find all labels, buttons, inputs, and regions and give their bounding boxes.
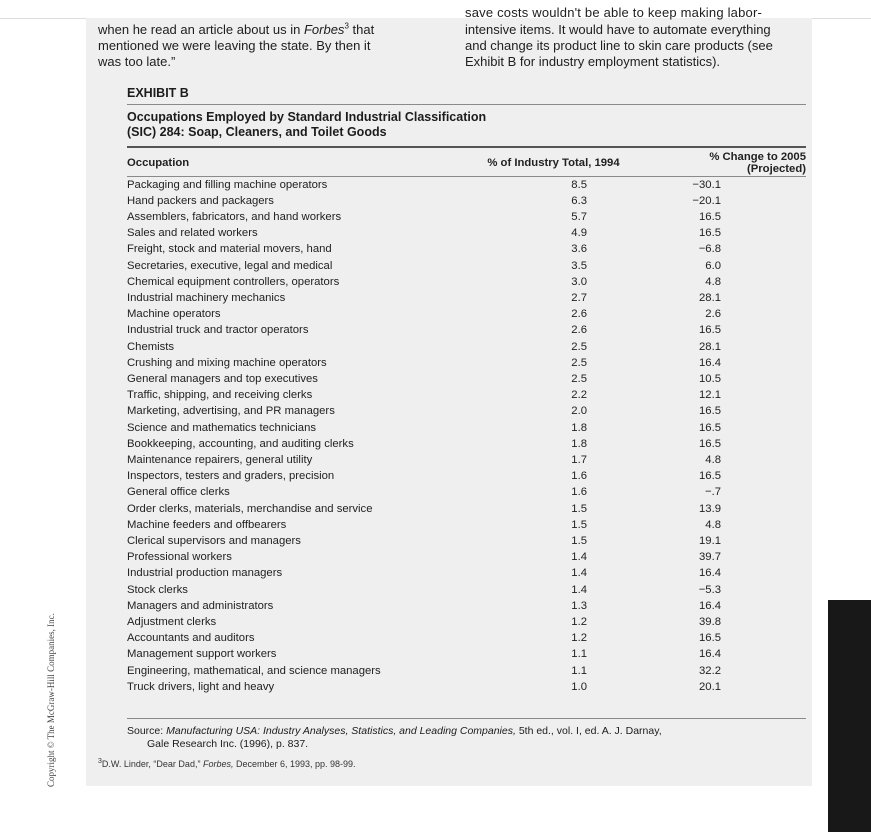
table-row (127, 420, 806, 436)
cell-change: 16.4 (699, 567, 721, 580)
cell-change: 16.5 (699, 210, 721, 223)
occupations-table (127, 148, 806, 696)
cell-occupation: Stock clerks (127, 583, 188, 596)
cell-change: 12.1 (699, 389, 721, 402)
cell-industry-total: 6.3 (571, 194, 587, 207)
table-row (127, 614, 806, 630)
cell-industry-total: 8.5 (571, 178, 587, 191)
cell-occupation: Chemical equipment controllers, operators (127, 275, 340, 288)
table-row (127, 355, 806, 371)
cell-occupation: Bookkeeping, accounting, and auditing clerks (127, 437, 354, 450)
cell-occupation: Order clerks, materials, merchandise and service (127, 502, 373, 515)
document-page (86, 5, 812, 786)
table-row (127, 598, 806, 614)
cell-industry-total: 1.7 (571, 453, 587, 466)
cell-industry-total: 5.7 (571, 210, 587, 223)
right-line-2: and change its product line to skin care products (see (465, 38, 773, 53)
table-row (127, 306, 806, 322)
cell-industry-total: 2.0 (571, 405, 587, 418)
cell-industry-total: 1.5 (571, 502, 587, 515)
col-header-occupation: Occupation (127, 156, 190, 169)
col-header-change: % Change to 2005 (Projected) (709, 150, 806, 175)
cell-occupation: Crushing and mixing machine operators (127, 356, 327, 369)
table-row (127, 177, 806, 193)
cell-occupation: Marketing, advertising, and PR managers (127, 405, 335, 418)
cell-occupation: Sales and related workers (127, 227, 258, 240)
cell-occupation: General office clerks (127, 486, 230, 499)
table-row (127, 679, 806, 695)
cell-occupation: Assemblers, fabricators, and hand workers (127, 210, 342, 223)
table-body (127, 177, 806, 696)
exhibit-title: Occupations Employed by Standard Industrial Classification (SIC) 284: Soap, Cleaners, and Toilet Goods (127, 110, 487, 139)
cell-change: 16.4 (699, 599, 721, 612)
cell-industry-total: 1.6 (571, 486, 587, 499)
source-note: Source: Manufacturing USA: Industry Analyses, Statistics, and Leading Companies, 5th ed., vol. I, ed. A. J. Darnay, Gale Research Inc. (1996), p. 837. (127, 718, 806, 751)
cell-change: 16.5 (699, 421, 721, 434)
cell-change: 4.8 (705, 518, 721, 531)
cell-occupation: Industrial production managers (127, 567, 283, 580)
cell-occupation: Managers and administrators (127, 599, 274, 612)
cell-industry-total: 4.9 (571, 227, 587, 240)
left-line-1: when he read an article about us in Forbes$^3$ that (98, 21, 375, 37)
cell-change: 16.5 (699, 437, 721, 450)
table-row (127, 468, 806, 484)
right-line-1: intensive items. It would have to automate everything (465, 22, 771, 37)
cell-industry-total: 2.5 (571, 356, 587, 369)
cell-industry-total: 1.1 (571, 664, 587, 677)
cell-change: −6.8 (698, 243, 721, 256)
table-row (127, 646, 806, 662)
table-row (127, 193, 806, 209)
cell-change: 4.8 (705, 275, 721, 288)
cell-change: 6.0 (705, 259, 721, 272)
cell-change: 16.5 (699, 405, 721, 418)
cell-change: −.7 (704, 486, 721, 499)
table-row (127, 371, 806, 387)
cell-change: 39.7 (699, 551, 721, 564)
table-row (127, 322, 806, 338)
table-row (127, 501, 806, 517)
cell-change: 16.4 (699, 648, 721, 661)
cell-change: −30.1 (692, 178, 721, 191)
table-row (127, 436, 806, 452)
cell-industry-total: 1.0 (571, 680, 587, 693)
table-row (127, 582, 806, 598)
cell-occupation: Clerical supervisors and managers (127, 534, 301, 547)
left-line-2: mentioned we were leaving the state. By then it (98, 38, 371, 53)
cell-change: 16.4 (699, 356, 721, 369)
cell-industry-total: 1.5 (571, 534, 587, 547)
side-dark-block (828, 600, 871, 832)
table-row (127, 484, 806, 500)
table-row (127, 290, 806, 306)
cell-change: 16.5 (699, 470, 721, 483)
cell-change: 10.5 (699, 372, 721, 385)
cell-change: 2.6 (705, 308, 721, 321)
source-rule (127, 718, 806, 719)
table-row (127, 452, 806, 468)
cell-occupation: Industrial truck and tractor operators (127, 324, 309, 337)
cell-industry-total: 2.5 (571, 372, 587, 385)
cell-change: 19.1 (699, 534, 721, 547)
cell-occupation: Packaging and filling machine operators (127, 178, 328, 191)
cell-occupation: Traffic, shipping, and receiving clerks (127, 389, 313, 402)
cell-industry-total: 3.5 (571, 259, 587, 272)
cell-industry-total: 1.5 (571, 518, 587, 531)
table-row (127, 274, 806, 290)
table-row (127, 209, 806, 225)
cell-occupation: Engineering, mathematical, and science managers (127, 664, 381, 677)
table-row (127, 387, 806, 403)
table-header-row (127, 148, 806, 176)
table-row (127, 663, 806, 679)
exhibit-b (127, 86, 806, 695)
cell-occupation: Maintenance repairers, general utility (127, 453, 313, 466)
exhibit-rule (127, 104, 806, 105)
table-row (127, 517, 806, 533)
cell-industry-total: 1.4 (571, 567, 587, 580)
left-text-column (98, 22, 438, 70)
cell-occupation: Machine operators (127, 308, 221, 321)
cell-industry-total: 1.4 (571, 583, 587, 596)
cell-change: 28.1 (699, 291, 721, 304)
cell-occupation: Industrial machinery mechanics (127, 291, 286, 304)
cell-industry-total: 1.2 (571, 632, 587, 645)
cell-occupation: General managers and top executives (127, 372, 318, 385)
cell-change: 16.5 (699, 324, 721, 337)
cell-industry-total: 3.6 (571, 243, 587, 256)
table-row (127, 630, 806, 646)
cell-industry-total: 1.1 (571, 648, 587, 661)
cell-industry-total: 2.5 (571, 340, 587, 353)
cell-change: 39.8 (699, 615, 721, 628)
cell-occupation: Inspectors, testers and graders, precision (127, 470, 335, 483)
cell-industry-total: 2.2 (571, 389, 587, 402)
table-row (127, 225, 806, 241)
cell-industry-total: 2.6 (571, 324, 587, 337)
cell-industry-total: 1.3 (571, 599, 587, 612)
cell-occupation: Machine feeders and offbearers (127, 518, 287, 531)
cell-change: −20.1 (692, 194, 721, 207)
cell-occupation: Professional workers (127, 551, 232, 564)
cell-occupation: Science and mathematics technicians (127, 421, 317, 434)
cell-change: −5.3 (698, 583, 721, 596)
cell-change: 16.5 (699, 227, 721, 240)
copyright-notice: Copyright © The McGraw-Hill Companies, Inc. (46, 613, 56, 787)
cell-industry-total: 1.8 (571, 421, 587, 434)
right-text-column (465, 5, 810, 70)
cell-change: 16.5 (699, 632, 721, 645)
cell-industry-total: 2.7 (571, 291, 587, 304)
table-row (127, 565, 806, 581)
cell-industry-total: 2.6 (571, 308, 587, 321)
cell-industry-total: 3.0 (571, 275, 587, 288)
table-row (127, 339, 806, 355)
exhibit-label: EXHIBIT B (127, 86, 189, 100)
col-header-industry-total: % of Industry Total, 1994 (487, 156, 620, 169)
cell-change: 13.9 (699, 502, 721, 515)
cell-change: 28.1 (699, 340, 721, 353)
right-line-3: Exhibit B for industry employment statistics). (465, 54, 721, 69)
cell-occupation: Secretaries, executive, legal and medical (127, 259, 333, 272)
cell-change: 20.1 (699, 680, 721, 693)
cell-occupation: Chemists (127, 340, 175, 353)
table-row (127, 549, 806, 565)
table-row (127, 241, 806, 257)
cell-industry-total: 1.6 (571, 470, 587, 483)
cell-occupation: Adjustment clerks (127, 615, 217, 628)
right-cut-line: save costs wouldn't be able to keep making labor- (465, 5, 762, 20)
cell-occupation: Management support workers (127, 648, 277, 661)
cell-change: 4.8 (705, 453, 721, 466)
cell-occupation: Truck drivers, light and heavy (127, 680, 275, 693)
cell-change: 32.2 (699, 664, 721, 677)
table-row (127, 403, 806, 419)
left-line-3: was too late.” (98, 54, 176, 69)
cell-occupation: Accountants and auditors (127, 632, 255, 645)
cell-occupation: Hand packers and packagers (127, 194, 274, 207)
footnote: $^3$D.W. Linder, “Dear Dad,” Forbes, December 6, 1993, pp. 98-99. (98, 758, 356, 769)
cell-industry-total: 1.4 (571, 551, 587, 564)
cell-industry-total: 1.2 (571, 615, 587, 628)
table-row (127, 258, 806, 274)
cell-industry-total: 1.8 (571, 437, 587, 450)
table-row (127, 533, 806, 549)
cell-occupation: Freight, stock and material movers, hand (127, 243, 332, 256)
